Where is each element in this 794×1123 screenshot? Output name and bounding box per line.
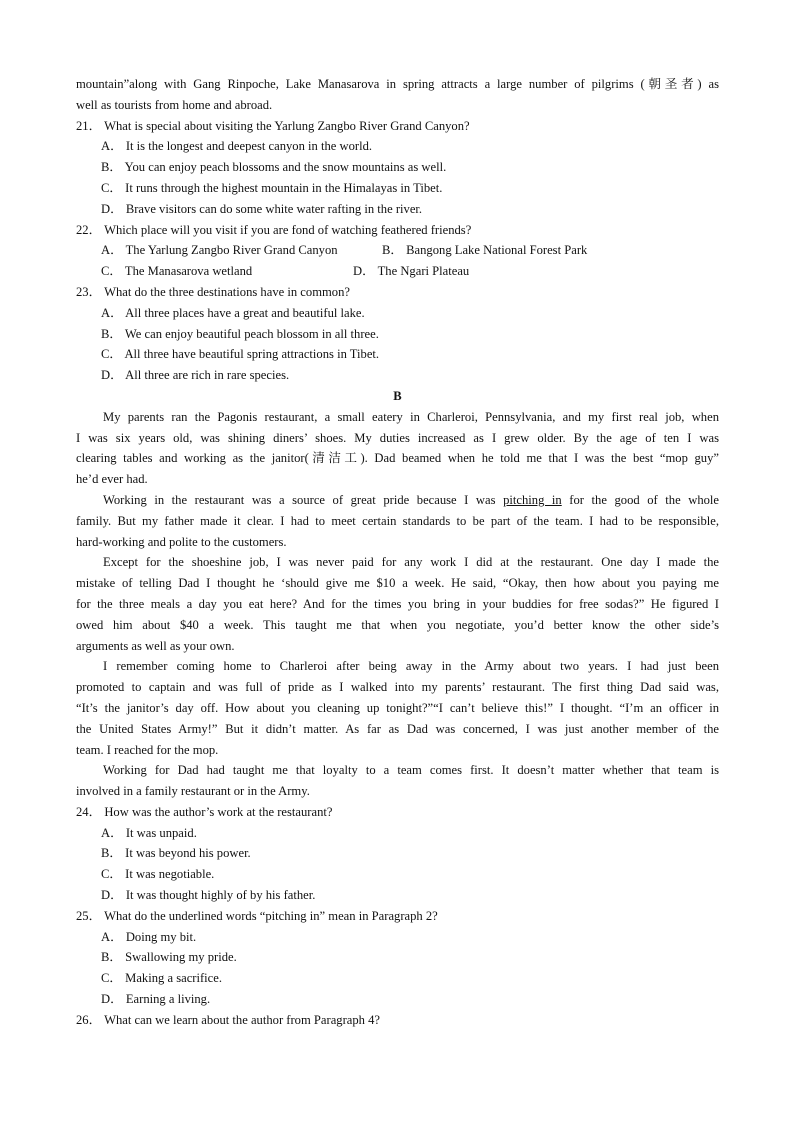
q22-option-a: A． The Yarlung Zangbo River Grand Canyon — [101, 243, 338, 258]
q24-option-b: B． It was beyond his power. — [101, 846, 251, 861]
passage-b-p1-line: I was six years old, was shining diners’ shoes. My duties increased as I grew older. By the age of ten I was — [76, 430, 719, 445]
q25-option-c: C． Making a sacrifice. — [101, 971, 222, 986]
underlined-pitching-in: pitching in — [503, 492, 562, 507]
q22-options-row-2 — [76, 261, 719, 282]
q22-option-b: B． Bangong Lake National Forest Park — [382, 243, 588, 258]
passage-b-p4-line: team. I reached for the mop. — [76, 742, 219, 757]
intro-line: mountain”along with Gang Rinpoche, Lake Manasarova in spring attracts a large number of pilgrims (朝圣者) as — [76, 77, 719, 91]
q25-option-a: A． Doing my bit. — [101, 929, 197, 944]
q23-option-a: A． All three places have a great and beautiful lake. — [101, 305, 365, 320]
passage-b-p5-line: involved in a family restaurant or in the Army. — [76, 784, 310, 799]
q22-options-row-1 — [76, 240, 719, 261]
passage-b-p1-line: he’d ever had. — [76, 472, 148, 487]
passage-b-p3-line: arguments as well as your own. — [76, 638, 235, 653]
q21-option-c: C． It runs through the highest mountain in the Himalayas in Tibet. — [101, 180, 443, 195]
passage-b-p2-line: family. But my father made it clear. I had to meet certain standards to be part of the team. I had to be responsible, — [76, 513, 719, 528]
q25-option-b: B． Swallowing my pride. — [101, 950, 237, 965]
passage-b-p4-line: I remember coming home to Charleroi after being away in the Army about two years. I had just been — [103, 659, 719, 674]
q23-option-d: D． All three are rich in rare species. — [101, 368, 290, 383]
passage-b-p1-line: My parents ran the Pagonis restaurant, a small eatery in Charleroi, Pennsylvania, and my first real job, when — [103, 409, 719, 424]
passage-b-p3-line: for the three meals a day you eat here? And for the times you bring in your buddies for free sodas?” He figured I — [76, 596, 719, 611]
q24-option-c: C． It was negotiable. — [101, 867, 215, 882]
q24-option-d: D． It was thought highly of by his father. — [101, 888, 316, 903]
p2-text-after: for the good of the whole — [561, 492, 719, 507]
passage-b-p3-line: mistake of telling Dad I thought he ‘should give me $10 a week. He said, “Okay, then how about you paying me — [76, 576, 719, 591]
intro-line: well as tourists from home and abroad. — [76, 97, 273, 112]
passage-b-p4-line: promoted to captain and was full of pride as I walked into my parents’ restaurant. The first thing Dad said was, — [76, 680, 719, 695]
exam-page — [76, 74, 719, 1031]
q24-option-a: A． It was unpaid. — [101, 825, 197, 840]
question-24-stem: 24． How was the author’s work at the restaurant? — [76, 804, 333, 819]
q21-option-b: B． You can enjoy peach blossoms and the snow mountains as well. — [101, 160, 447, 175]
q22-option-c: C． The Manasarova wetland — [101, 264, 253, 279]
section-b-heading: B — [393, 388, 402, 403]
passage-b-p2-line: hard-working and polite to the customers. — [76, 534, 287, 549]
q23-option-c: C． All three have beautiful spring attractions in Tibet. — [101, 347, 380, 362]
q23-option-b: B． We can enjoy beautiful peach blossom in all three. — [101, 326, 379, 341]
question-25-stem: 25． What do the underlined words “pitching in” mean in Paragraph 2? — [76, 908, 438, 923]
passage-b-p1-line: clearing tables and working as the janitor(清洁工). Dad beamed when he told me that I was the best “mop guy” — [76, 451, 719, 466]
passage-b-p3-line: owed him about $40 a week. This taught me that when you negotiate, you’d better know the other side’s — [76, 617, 719, 632]
q25-option-d: D． Earning a living. — [101, 992, 211, 1007]
passage-b-p3-line: Except for the shoeshine job, I was never paid for any work I did at the restaurant. One day I made the — [103, 555, 719, 570]
question-22-stem: 22． Which place will you visit if you are fond of watching feathered friends? — [76, 222, 472, 237]
p2-text-before: Working in the restaurant was a source of great pride because I was — [103, 492, 504, 507]
q22-option-d: D． The Ngari Plateau — [353, 264, 470, 279]
question-26-stem: 26． What can we learn about the author from Paragraph 4? — [76, 1012, 381, 1027]
q21-option-d: D． Brave visitors can do some white water rafting in the river. — [101, 201, 423, 216]
passage-b-p4-line: “It’s the janitor’s day off. How about you cleaning up tonight?”“I can’t believe this!” I thought. “I’m an officer in — [76, 700, 719, 715]
question-23-stem: 23． What do the three destinations have in common? — [76, 284, 350, 299]
q21-option-a: A． It is the longest and deepest canyon in the world. — [101, 139, 373, 154]
passage-b-p4-line: the United States Army!” But it didn’t matter. As far as Dad was concerned, I was just another member of the — [76, 721, 719, 736]
passage-b-p2-line — [76, 490, 719, 511]
question-21-stem: 21． What is special about visiting the Yarlung Zangbo River Grand Canyon? — [76, 118, 470, 133]
passage-b-p5-line: Working for Dad had taught me that loyalty to a team comes first. It doesn’t matter whether that team is — [103, 763, 719, 778]
